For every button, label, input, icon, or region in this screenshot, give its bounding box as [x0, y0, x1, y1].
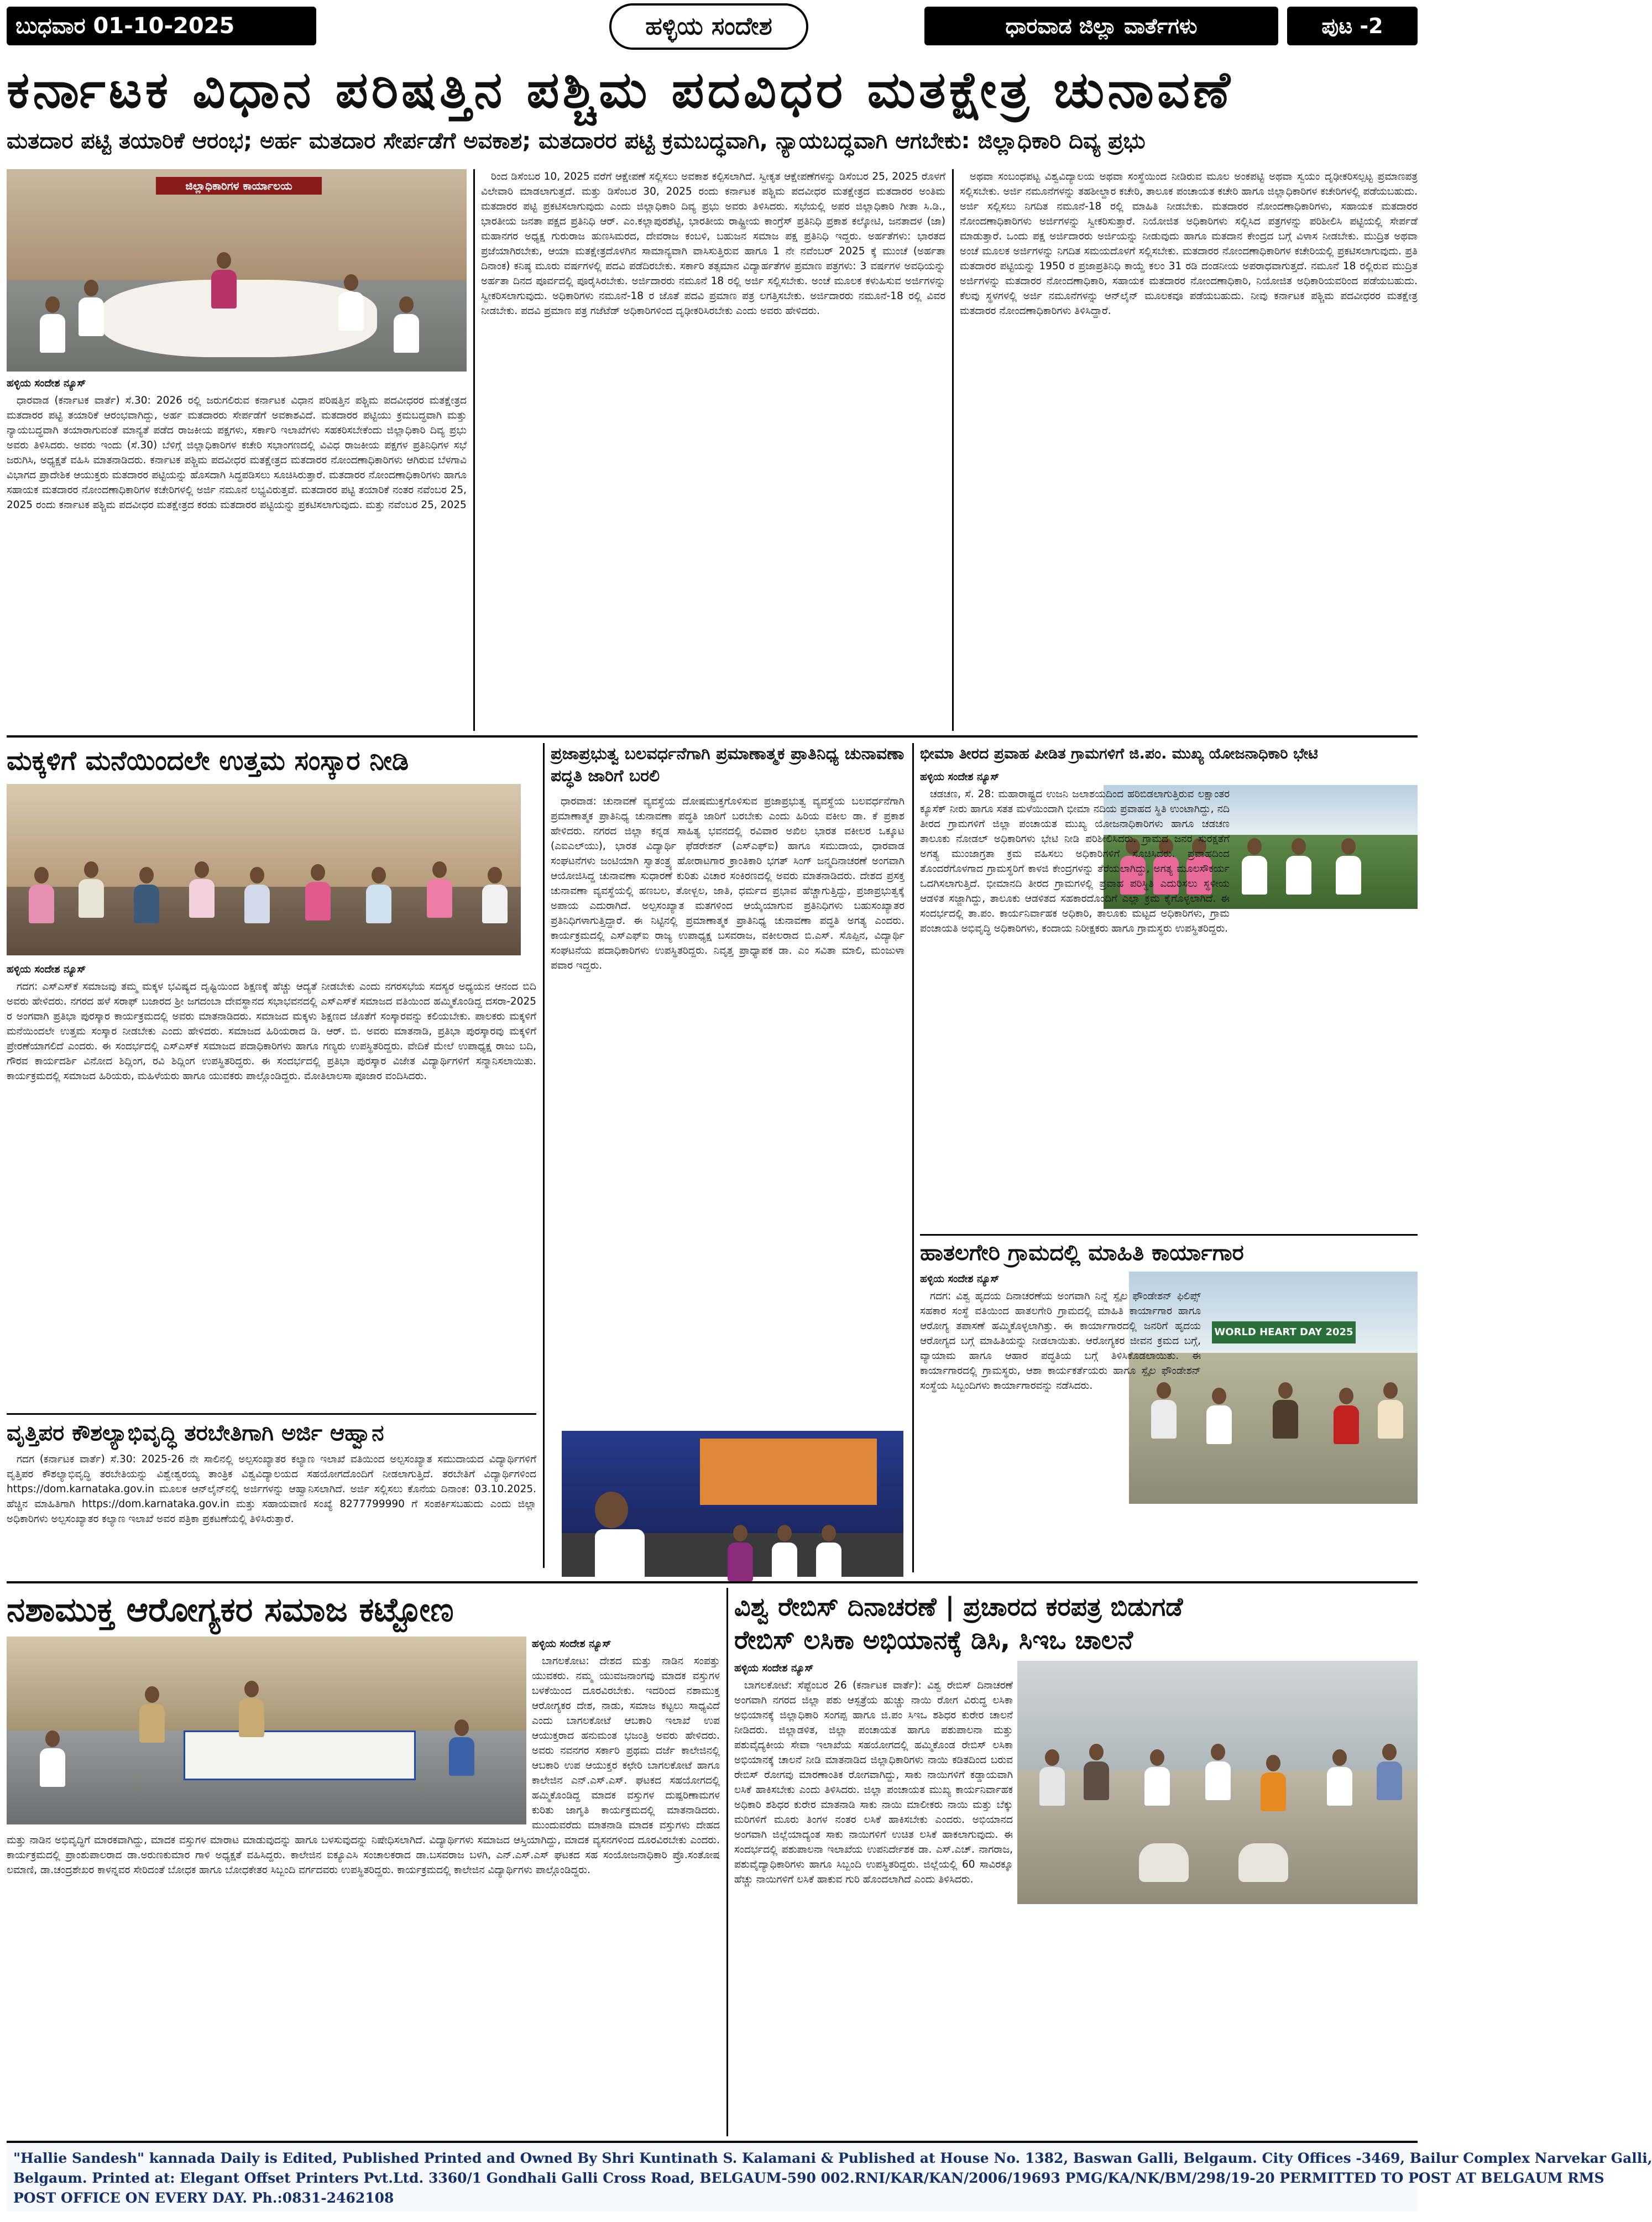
- samskara-headline: ಮಕ್ಕಳಿಗೆ ಮನೆಯಿಂದಲೇ ಉತ್ತಮ ಸಂಸ್ಕಾರ ನೀಡಿ: [7, 745, 409, 776]
- prajaprabhutva-photo-speaker: [562, 1431, 903, 1577]
- panel-person: [772, 1525, 797, 1581]
- column-rule: [952, 169, 954, 731]
- masthead: [7, 3, 1418, 50]
- issue-date: ಬುಧವಾರ 01-10-2025: [7, 7, 316, 45]
- section-rule: [7, 1581, 1418, 1583]
- samskara-byline: ಹಳ್ಳಿಯ ಸಂದೇಶ ನ್ಯೂಸ್: [7, 964, 86, 975]
- rabies-headline: ವಿಶ್ವ ರೇಬಿಸ್ ದಿನಾಚರಣೆ | ಪ್ರಚಾರದ ಕರಪತ್ರ ಬಿಡುಗಡೆ: [734, 1592, 1183, 1622]
- prajaprabhutva-body: [551, 794, 905, 1420]
- section-title: ಧಾರವಾಡ ಜಿಲ್ಲಾ ವಾರ್ತೆಗಳು: [924, 7, 1278, 45]
- imprint-line-3: POST OFFICE ON EVERY DAY. Ph.:0831-2462108: [13, 2190, 394, 2206]
- rabies-body: [734, 1661, 1418, 2136]
- rabies-text: ಬಾಗಲಕೋಟೆ: ಸೆಪ್ಟೆಂಬರ 26 (ಕರ್ನಾಟಕ ವಾರ್ತೆ): ವಿಶ್ವ ರೇಬಿಸ್ ದಿನಾಚರಣೆ ಅಂಗವಾಗಿ ನಗರದ ಜಿಲ್ಲಾ ಪಶು ಆಸ್ಪತ್ರೆಯ ಹುಚ್ಚು ನಾಯಿ ರೋಗ ವಿರುದ್ಧ ಲಸಿಕಾ ಅಭಿಯಾನಕ್ಕೆ ಜಿಲ್ಲಾಧಿಕಾರಿ ಸಂಗಪ್ಪ ಹಾಗೂ ಜಿ.ಪಂ ಸಿಇಒ ಶಶಿಧರ ಕುರೇರ ಚಾಲನೆ ನೀಡಿದರು. ಜಿಲ್ಲಾಡಳಿತ, ಜಿಲ್ಲಾ ಪಂಚಾಯತ ಹಾಗೂ ಪಶುಪಾಲನಾ ಮತ್ತು ಪಶುವೈದ್ಯಕೀಯ ಸೇವಾ ಇಲಾಖೆಯ ಸಹಯೋಗದಲ್ಲಿ ಹಮ್ಮಿಕೊಂಡ ರೇಬಿಸ್ ಲಸಿಕಾ ಅಭಿಯಾನಕ್ಕೆ ಚಾಲನೆ ನೀಡಿ ಮಾತನಾಡಿದ ಜಿಲ್ಲಾಧಿಕಾರಿಗಳು ನಾಯಿ ಕಡಿತದಿಂದ ಬರುವ ರೇಬಿಸ್ ರೋಗವು ಮಾರಣಾಂತಿಕ ರೋಗವಾಗಿದ್ದು, ಸಾಕು ನಾಯಿಗಳಿಗೆ ಕಡ್ಡಾಯವಾಗಿ ಲಸಿಕೆ ಹಾಕಿಸಬೇಕು ಎಂದು ತಿಳಿಸಿದರು. ಜಿಲ್ಲಾ ಪಂಚಾಯತ ಮುಖ್ಯ ಕಾರ್ಯನಿರ್ವಾಹಕ ಅಧಿಕಾರಿ ಶಶಿಧರ ಕುರೇರ ಮಾತನಾಡಿ ಸಾಕು ನಾಯಿ ಮಾಲೀಕರು ನಾಯಿ ಮತ್ತು ಬೆಕ್ಕು ಮರಿಗಳಿಗೆ ಮೂರು ತಿಂಗಳ ನಂತರ ಲಸಿಕೆ ಹಾಕಿಸಬೇಕು ಎಂದರು. ಅಭಿಯಾನದ ಅಂಗವಾಗಿ ಜಿಲ್ಲೆಯಾದ್ಯಂತ ಸಾಕು ನಾಯಿಗಳಿಗೆ ಉಚಿತ ಲಸಿಕೆ ಹಾಕಲಾಗುವುದು. ಈ ಸಂದರ್ಭದಲ್ಲಿ ಪಶುಪಾಲನಾ ಇಲಾಖೆಯ ಉಪನಿರ್ದೇಶಕ ಡಾ. ಎಸ್.ಎಚ್. ನಾಗರಾಜ, ಪಶುವೈದ್ಯಾಧಿಕಾರಿಗಳು ಹಾಗೂ ಸಿಬ್ಬಂದಿ ಉಪಸ್ಥಿತರಿದ್ದರು. ಜಿಲ್ಲೆಯಲ್ಲಿ 60 ಸಾವಿರಕ್ಕೂ ಹೆಚ್ಚು ನಾಯಿಗಳಿಗೆ ಲಸಿಕೆ ಹಾಕುವ ಗುರಿ ಹೊಂದಲಾಗಿದೆ ಎಂದು ತಿಳಿಸಿದರು.: [734, 1680, 1013, 1885]
- group-person: [134, 867, 159, 923]
- nasha-byline: ಹಳ್ಳಿಯ ಸಂದೇಶ ನ್ಯೂಸ್: [532, 1638, 611, 1650]
- group-person: [366, 867, 391, 923]
- lead-column-3: [960, 169, 1418, 731]
- imprint-line-2: Belgaum. Printed at: Elegant Offset Printers Pvt.Ltd. 3360/1 Gondhali Galli Cross Road, BELGAUM-590 002.RNI/KAR/KAN/2006/19693 PMG/KA/NK/BM/298/19-20 PERMITTED TO POST AT BELGAUM RMS: [13, 2170, 1604, 2186]
- imprint-footer: [7, 2141, 1652, 2211]
- nasha-headline: ನಶಾಮುಕ್ತ ಆರೋಗ್ಯಕರ ಸಮಾಜ ಕಟ್ಟೋಣ: [7, 1591, 454, 1629]
- group-person: [29, 867, 54, 923]
- lead-headline: ಕರ್ನಾಟಕ ವಿಧಾನ ಪರಿಷತ್ತಿನ ಪಶ್ಚಿಮ ಪದವಿಧರ ಮತಕ್ಷೇತ್ರ ಚುನಾವಣೆ: [7, 60, 1233, 119]
- column-rule: [473, 169, 475, 731]
- official-person: [79, 280, 104, 336]
- hatalageri-headline: ಹಾತಲಗೇರಿ ಗ್ರಾಮದಲ್ಲಿ ಮಾಹಿತಿ ಕಾರ್ಯಾಗಾರ: [920, 1240, 1244, 1266]
- group-person: [244, 867, 270, 923]
- lead-body-1: ಧಾರವಾಡ (ಕರ್ನಾಟಕ ವಾರ್ತೆ) ಸೆ.30: 2026 ರಲ್ಲಿ ಜರುಗಲಿರುವ ಕರ್ನಾಟಕ ವಿಧಾನ ಪರಿಷತ್ತಿನ ಪಶ್ಚಿಮ ಪದವೀಧರರ ಮತಕ್ಷೇತ್ರದ ಮತದಾರರ ಪಟ್ಟಿ ತಯಾರಿಕೆ ಆರಂಭವಾಗಿದ್ದು, ಅರ್ಹ ಮತದಾರರು ಸೇರ್ಪಡೆಗೆ ಅವಕಾಶವಿದೆ. ಮತದಾರರ ಪಟ್ಟಿಯು ಕ್ರಮಬದ್ಧವಾಗಿ ಮತ್ತು ನ್ಯಾಯಬದ್ಧವಾಗಿ ತಯಾರಾಗುವಂತೆ ಮಾನ್ಯತೆ ಪಡೆದ ರಾಜಕೀಯ ಪಕ್ಷಗಳು, ಸರ್ಕಾರಿ ಇಲಾಖೆಗಳು ಸಹಕರಿಸಬೇಕೆಂದು ಜಿಲ್ಲಾಧಿಕಾರಿ ದಿವ್ಯ ಪ್ರಭು ಅವರು ತಿಳಿಸಿದರು. ಅವರು ಇಂದು (ಸೆ.30) ಬೆಳಿಗ್ಗೆ ಜಿಲ್ಲಾಧಿಕಾರಿಗಳ ಕಚೇರಿ ಸಭಾಂಗಣದಲ್ಲಿ ವಿವಿಧ ರಾಜಕೀಯ ಪಕ್ಷಗಳ ಪ್ರತಿನಿಧಿಗಳ ಸಭೆ ಜರುಗಿಸಿ, ಅಧ್ಯಕ್ಷತೆ ವಹಿಸಿ ಮಾತನಾಡಿದರು. ಕರ್ನಾಟಕ ಪಶ್ಚಿಮ ಪದವೀಧರ ಮತಕ್ಷೇತ್ರದ ಮತದಾರರ ನೋಂದಣಾಧಿಕಾರಿಗಳು ಆಗಿರುವ ಬೆಳಗಾವಿ ವಿಭಾಗದ ಪ್ರಾದೇಶಿಕ ಆಯುಕ್ತರು ಮತದಾರರ ಪಟ್ಟಿಯನ್ನು ಹೊಸದಾಗಿ ಸಿದ್ಧಪಡಿಸಲು ಸೂಚಿಸಿರುತ್ತಾರೆ. ಮತದಾರರ ನೋಂದಣಾಧಿಕಾರಿಗಳು ಹಾಗೂ ಸಹಾಯಕ ಮತದಾರರ ನೋಂದಣಾಧಿಕಾರಿಗಳ ಕಚೇರಿಗಳಲ್ಲಿ ಅರ್ಜಿ ನಮೂನೆ ಲಭ್ಯವಿರುತ್ತವೆ. ಮತದಾರರ ಪಟ್ಟಿ ತಯಾರಿಕೆ ನಂತರ ನವೆಂಬರ 25, 2025 ರಂದು ಕರ್ನಾಟಕ ಪಶ್ಚಿಮ ಪದವೀಧರ ಮತಕ್ಷೇತ್ರದ ಕರಡು ಮತದಾರರ ಪಟ್ಟಿಯನ್ನು ಪ್ರಕಟಿಸಲಾಗುವುದು. ಮತ್ತು ನವೆಂಬರ 25, 2025: [7, 395, 467, 511]
- section-rule: [7, 1413, 536, 1415]
- bheema-headline: ಭೀಮಾ ತೀರದ ಪ್ರವಾಹ ಪೀಡಿತ ಗ್ರಾಮಗಳಿಗೆ ಜಿ.ಪಂ. ಮುಖ್ಯ ಯೋಜನಾಧಿಕಾರಿ ಭೇಟಿ: [920, 745, 1318, 762]
- column-rule: [726, 1588, 728, 2136]
- bheema-text: ಚಡಚಣ, ಸೆ. 28: ಮಹಾರಾಷ್ಟ್ರದ ಉಜನಿ ಜಲಾಶಯದಿಂದ ಹರಿಬಿಡಲಾಗುತ್ತಿರುವ ಲಕ್ಷಾಂತರ ಕ್ಯೂಸೆಕ್ ನೀರು ಹಾಗೂ ಸತತ ಮಳೆಯಿಂದಾಗಿ ಭೀಮಾ ನದಿಯ ಪ್ರವಾಹದ ಸ್ಥಿತಿ ಉಂಟಾಗಿದ್ದು, ನದಿ ತೀರದ ಗ್ರಾಮಗಳಿಗೆ ಜಿಲ್ಲಾ ಪಂಚಾಯತ ಮುಖ್ಯ ಯೋಜನಾಧಿಕಾರಿಗಳು ಹಾಗೂ ಚಡಚಣ ತಾಲೂಕು ನೋಡಲ್ ಅಧಿಕಾರಿಗಳು ಭೇಟಿ ನೀಡಿ ಪರಿಶೀಲಿಸಿದರು. ಗ್ರಾಮದ ಜನರ ಸುರಕ್ಷತೆಗೆ ಅಗತ್ಯ ಮುಂಜಾಗ್ರತಾ ಕ್ರಮ ವಹಿಸಲು ಅಧಿಕಾರಿಗಳಿಗೆ ಸೂಚಿಸಿದರು. ಪ್ರವಾಹದಿಂದ ತೊಂದರೆಗೊಳಗಾದ ಗ್ರಾಮಸ್ಥರಿಗೆ ಕಾಳಜಿ ಕೇಂದ್ರಗಳನ್ನು ತೆರೆಯಲಾಗಿದ್ದು, ಅಗತ್ಯ ಮೂಲಸೌಕರ್ಯ ಒದಗಿಸಲಾಗುತ್ತಿದೆ. ಭೀಮಾನದಿ ತೀರದ ಗ್ರಾಮಗಳಲ್ಲಿ ಪ್ರವಾಹ ಪರಿಸ್ಥಿತಿ ಎದುರಿಸಲು ಸ್ಥಳೀಯ ಆಡಳಿತ ಸಜ್ಜಾಗಿದ್ದು, ತಾಲೂಕು ಆಡಳಿತದ ಸಹಕಾರದೊಂದಿಗೆ ಎಲ್ಲಾ ಕ್ರಮ ಕೈಗೊಳ್ಳಲಾಗಿದೆ. ಈ ಸಂದರ್ಭದಲ್ಲಿ ತಾ.ಪಂ. ಕಾರ್ಯನಿರ್ವಾಹಕ ಅಧಿಕಾರಿ, ತಾಲೂಕು ಮಟ್ಟದ ಅಧಿಕಾರಿಗಳು, ಗ್ರಾಮ ಪಂಚಾಯತಿ ಅಭಿವೃದ್ಧಿ ಅಧಿಕಾರಿಗಳು, ಕಂದಾಯ ನಿರೀಕ್ಷಕರು ಹಾಗೂ ಗ್ರಾಮಸ್ಥರು ಉಪಸ್ಥಿತರಿದ್ದರು.: [920, 788, 1230, 934]
- speaker-person: [595, 1492, 620, 1596]
- skill-headline: ವೃತ್ತಿಪರ ಕೌಶಲ್ಯಾಭಿವೃದ್ಧಿ ತರಬೇತಿಗಾಗಿ ಅರ್ಜಿ ಆಹ್ವಾನ: [7, 1420, 384, 1446]
- samskara-photo-group: [7, 784, 521, 955]
- event-banner: [700, 1439, 877, 1505]
- lead-column-2: [481, 169, 945, 731]
- panel-person: [728, 1525, 753, 1581]
- photo-office-banner: ಜಿಲ್ಲಾಧಿಕಾರಿಗಳ ಕಾರ್ಯಾಲಯ: [156, 177, 322, 195]
- lead-body-3: ಅಥವಾ ಸಂಬಂಧಪಟ್ಟ ವಿಶ್ವವಿದ್ಯಾಲಯ ಅಥವಾ ಸಂಸ್ಥೆಯಿಂದ ನೀಡಿರುವ ಮೂಲ ಅಂಕಪಟ್ಟಿ ಅಥವಾ ಸ್ವಯಂ ದೃಢೀಕರಿಸಲ್ಪಟ್ಟ ಪ್ರಮಾಣಪತ್ರ ಸಲ್ಲಿಸಬೇಕು. ಅರ್ಜಿ ನಮೂನೆಗಳನ್ನು ತಹಶೀಲ್ದಾರ ಕಚೇರಿ, ತಾಲೂಕ ಪಂಚಾಯತ ಕಚೇರಿ ಹಾಗೂ ಜಿಲ್ಲಾಧಿಕಾರಿಗಳ ಕಚೇರಿಗಳಲ್ಲಿ ಪಡೆಯಬಹುದು. ಅರ್ಜಿ ಸಲ್ಲಿಸಲು ನಿಗದಿತ ನಮೂನೆ-18 ರಲ್ಲಿ ಮಾಹಿತಿ ನೀಡಬೇಕು. ಮತದಾರರ ನೋಂದಣಾಧಿಕಾರಿಗಳು, ಸಹಾಯಕ ಮತದಾರರ ನೋಂದಣಾಧಿಕಾರಿಗಳು ಅರ್ಜಿಗಳನ್ನು ಸ್ವೀಕರಿಸುತ್ತಾರೆ. ನಿಯೋಜಿತ ಅಧಿಕಾರಿಗಳು ಸಲ್ಲಿಸಿದ ಪತ್ರಗಳನ್ನು ಪರಿಶೀಲಿಸಿ ಪಟ್ಟಿಯಲ್ಲಿ ಸೇರ್ಪಡೆ ಮಾಡುತ್ತಾರೆ. ಒಂದು ಪಕ್ಷ ಅರ್ಜಿದಾರರು ಅರ್ಜಿಯನ್ನು ನೀಡುವುದು ಹಾಗೂ ಮತದಾನ ಕೇಂದ್ರದ ಬಗ್ಗೆ ವಿಳಾಸ ನೀಡಬೇಕು. ಮುದ್ರಿತ ಅಥವಾ ಅಂಚೆ ಮೂಲಕ ಅರ್ಜಿಗಳನ್ನು ನಿಗದಿತ ಸಮಯದೊಳಗೆ ಸಲ್ಲಿಸಬೇಕು. ಮತದಾರರ ನೋಂದಣಾಧಿಕಾರಿಗಳ ಕಚೇರಿಯಲ್ಲಿ ಪ್ರಕಟಿಸಲಾಗುವುದು. ಪ್ರತಿ ಮತದಾರರ ಪಟ್ಟಿಯನ್ನು 1950 ರ ಪ್ರಜಾಪ್ರತಿನಿಧಿ ಕಾಯ್ದೆ ಕಲಂ 31 ರಡಿ ದಂಡನೀಯ ಅಪರಾಧವಾಗುತ್ತದೆ. ನಮೂನೆ 18 ರಲ್ಲಿರುವ ಮುದ್ರಿತ ಅರ್ಜಿಗಳನ್ನು ಮತದಾರರ ನೋಂದಣಾಧಿಕಾರಿ, ಸಹಾಯಕ ಮತದಾರರ ನೋಂದಣಾಧಿಕಾರಿ, ನಿಯೋಜಿತ ಅಧಿಕಾರಿಯವರಿಂದ ಪಡೆಯಬಹುದು. ಕೆಲವು ಸ್ಥಳಗಳಲ್ಲಿ ಅರ್ಜಿ ನಮೂನೆಗಳನ್ನು ಆನ್‌ಲೈನ್ ಮೂಲಕವೂ ಪಡೆಯಬಹುದು. ನೀವು ಕರ್ನಾಟಕ ಪಶ್ಚಿಮ ಪದವೀಧರರ ಮತಕ್ಷೇತ್ರ ಮತದಾರರ ನೋಂದಣಾಧಿಕಾರಿಗಳು ತಿಳಿಸಿದ್ದಾರೆ.: [960, 171, 1418, 317]
- section-rule: [7, 735, 1418, 738]
- conference-table: [101, 280, 377, 357]
- world-heart-day-banner: WORLD HEART DAY 2025: [1212, 1321, 1356, 1343]
- rabies-subheadline: ರೇಬಿಸ್ ಲಸಿಕಾ ಅಭಿಯಾನಕ್ಕೆ ಡಿಸಿ, ಸಿಇಒ ಚಾಲನೆ: [734, 1625, 1133, 1655]
- section-rule: [920, 1234, 1418, 1236]
- group-person: [79, 861, 104, 918]
- newspaper-logo: ಹಳ್ಳಿಯ ಸಂದೇಶ: [609, 3, 808, 50]
- group-person: [305, 864, 331, 921]
- official-person: [338, 274, 364, 331]
- official-person: [394, 296, 419, 353]
- bheema-byline: ಹಳ್ಳಿಯ ಸಂದೇಶ ನ್ಯೂಸ್: [920, 771, 1000, 783]
- lead-body-2: ರಿಂದ ಡಿಸೆಂಬರ 10, 2025 ವರೆಗೆ ಆಕ್ಷೇಪಣೆ ಸಲ್ಲಿಸಲು ಅವಕಾಶ ಕಲ್ಪಿಸಲಾಗಿದೆ. ಸ್ವೀಕೃತ ಆಕ್ಷೇಪಣೆಗಳನ್ನು ಡಿಸೆಂಬರ 25, 2025 ರೊಳಗೆ ವಿಲೇವಾರಿ ಮಾಡಲಾಗುತ್ತದೆ. ಮತ್ತು ಡಿಸೆಂಬರ 30, 2025 ರಂದು ಕರ್ನಾಟಕ ಪಶ್ಚಿಮ ಪದವೀಧರ ಮತಕ್ಷೇತ್ರದ ಮತದಾರರ ಅಂತಿಮ ಮತದಾರರ ಪಟ್ಟಿ ಪ್ರಕಟಿಸಲಾಗುವುದು ಎಂದು ಜಿಲ್ಲಾಧಿಕಾರಿ ದಿವ್ಯ ಪ್ರಭು ಅವರು ತಿಳಿಸಿದರು. ಸಭೆಯಲ್ಲಿ ಅಪರ ಜಿಲ್ಲಾಧಿಕಾರಿ ಗೀತಾ ಸಿ.ಡಿ., ಭಾರತೀಯ ಜನತಾ ಪಕ್ಷದ ಪ್ರತಿನಿಧಿ ಆರ್. ಎಂ.ಕಲ್ಲಾಪುರಶೆಟ್ಟಿ, ಭಾರತೀಯ ರಾಷ್ಟ್ರೀಯ ಕಾಂಗ್ರೆಸ್ ಪ್ರತಿನಿಧಿ ಪ್ರಕಾಶ ಕಲ್ಕೋಟಿ, ಜನತಾದಳ (ಜಾ) ಮಹಾನಗರ ಅಧ್ಯಕ್ಷ ಗುರುರಾಜ ಹುಣಸಿಮರದ, ದೇವರಾಜ ಕಂಬಳಿ, ಬಹುಜನ ಸಮಾಜ ಪಕ್ಷ ಪ್ರತಿನಿಧಿ ಇದ್ದರು. ಅರ್ಹತೆಗಳು: ಭಾರತದ ಪ್ರಜೆಯಾಗಿರಬೇಕು, ಆಯಾ ಮತಕ್ಷೇತ್ರದೊಳಗಿನ ಸಾಮಾನ್ಯವಾಗಿ ವಾಸಿಸುತ್ತಿರುವ ಹಾಗೂ 1 ನೇ ನವೆಂಬರ್ 2025 ಕ್ಕೆ ಮುಂಚೆ (ಅರ್ಹತಾ ದಿನಾಂಕ) ಕನಿಷ್ಠ ಮೂರು ವರ್ಷಗಳಲ್ಲಿ ಪದವಿ ಪಡೆದಿರಬೇಕು. ಸರ್ಕಾರಿ ತತ್ಸಮಾನ ವಿದ್ಯಾರ್ಹತೆಗಳ ಪ್ರಮಾಣ ಪತ್ರಗಳು: 3 ವರ್ಷಗಳ ಅವಧಿಯನ್ನು ಅರ್ಹತಾ ದಿನದ ಪೂರ್ವದಲ್ಲಿ ಪೂರೈಸಿರಬೇಕು. ಅರ್ಜಿದಾರರು ನಮೂನೆ 18 ರಲ್ಲಿ ಅರ್ಜಿ ಸಲ್ಲಿಸಬೇಕು. ಅಂಚೆ ಮೂಲಕ ಕಳುಹಿಸುವ ಅರ್ಜಿಗಳನ್ನು ಸ್ವೀಕರಿಸಲಾಗುವುದು. ಅಧಿಕಾರಿಗಳು ನಮೂನೆ-18 ರ ಜೊತೆ ಪದವಿ ಪ್ರಮಾಣ ಪತ್ರ ಲಗತ್ತಿಸಬೇಕು. ಅರ್ಜಿದಾರರು ನಮೂನೆ-18 ರಲ್ಲಿ ವಿವರ ನೀಡಬೇಕು. ಪದವಿ ಪ್ರಮಾಣ ಪತ್ರ ಗಜೆಟೆಡ್ ಅಧಿಕಾರಿಗಳಿಂದ ದೃಢೀಕರಿಸಿರಬೇಕು ಎಂದು ಅವರು ಹೇಳಿದರು.: [481, 171, 945, 317]
- column-rule: [912, 743, 914, 1572]
- group-person: [427, 861, 452, 918]
- skill-text: ಗದಗ (ಕರ್ನಾಟಕ ವಾರ್ತೆ) ಸೆ.30: 2025-26 ನೇ ಸಾಲಿನಲ್ಲಿ ಅಲ್ಪಸಂಖ್ಯಾತರ ಕಲ್ಯಾಣ ಇಲಾಖೆ ವತಿಯಿಂದ ಅಲ್ಪಸಂಖ್ಯಾತ ಸಮುದಾಯದ ವಿದ್ಯಾರ್ಥಿಗಳಿಗೆ ವೃತ್ತಿಪರ ಕೌಶಲ್ಯಾಭಿವೃದ್ಧಿ ತರಬೇತಿಯನ್ನು ವಿಶ್ವೇಶ್ವರಯ್ಯ ತಾಂತ್ರಿಕ ವಿಶ್ವವಿದ್ಯಾಲಯದ ಸಹಯೋಗದೊಂದಿಗೆ ನೀಡಲಾಗುತ್ತಿದೆ. ತರಬೇತಿಗೆ ವಿದ್ಯಾರ್ಥಿಗಳಿಂದ https://dom.karnataka.gov.in ಮೂಲಕ ಆನ್‌ಲೈನ್‌ನಲ್ಲಿ ಅರ್ಜಿಗಳನ್ನು ಆಹ್ವಾನಿಸಲಾಗಿದೆ. ಅರ್ಜಿ ಸಲ್ಲಿಸಲು ಕೊನೆಯ ದಿನಾಂಕ: 03.10.2025. ಹೆಚ್ಚಿನ ಮಾಹಿತಿಗಾಗಿ https://dom.karnataka.gov.in ಮತ್ತು ಸಹಾಯವಾಣಿ ಸಂಖ್ಯೆ 8277799990 ಗೆ ಸಂಪರ್ಕಿಸಬಹುದು ಎಂದು ಜಿಲ್ಲಾ ಅಧಿಕಾರಿಗಳು ಅಲ್ಪಸಂಖ್ಯಾತರ ಕಲ್ಯಾಣ ಇಲಾಖೆ ಅವರ ಪತ್ರಿಕಾ ಪ್ರಕಟಣೆಯಲ್ಲಿ ತಿಳಿಸಿರುತ್ತಾರೆ.: [7, 1454, 536, 1525]
- group-person: [189, 861, 215, 918]
- lead-photo-meeting: [7, 169, 467, 372]
- prajaprabhutva-text: ಧಾರವಾಡ: ಚುನಾವಣೆ ವ್ಯವಸ್ಥೆಯ ದೋಷಮುಕ್ತಗೊಳಿಸುವ ಪ್ರಜಾಪ್ರಭುತ್ವ ವ್ಯವಸ್ಥೆಯ ಬಲವರ್ಧನೆಗಾಗಿ ಪ್ರಮಾಣಾತ್ಮಕ ಪ್ರಾತಿನಿಧ್ಯ ಚುನಾವಣಾ ಪದ್ಧತಿ ಜಾರಿಗೆ ಬರಬೇಕು ಎಂದು ಹಿರಿಯ ವಕೀಲ ಡಾ. ಕೆ ಪ್ರಕಾಶ ಹೇಳಿದರು. ನಗರದ ಜಿಲ್ಲಾ ಕನ್ನಡ ಸಾಹಿತ್ಯ ಭವನದಲ್ಲಿ ರವಿವಾರ ಅಖಿಲ ಭಾರತ ವಕೀಲರ ಒಕ್ಕೂಟ (ಎಐಎಲ್‌ಯು), ಭಾರತ ವಿದ್ಯಾರ್ಥಿ ಫೆಡರೇಶನ್ (ಎಸ್‌ಎಫ್‌ಐ) ಹಾಗೂ ಸಮುದಾಯ, ಧಾರವಾಡ ಸಂಘಟನೆಗಳು ಜಂಟಿಯಾಗಿ ಸ್ವಾತಂತ್ರ್ಯ ಹೋರಾಟಗಾರ ಕ್ರಾಂತಿಕಾರಿ ಭಗತ್ ಸಿಂಗ್ ಜನ್ಮದಿನಾಚರಣೆ ಅಂಗವಾಗಿ ಆಯೋಜಿಸಿದ್ದ ಚುನಾವಣಾ ಸುಧಾರಣೆ ಕುರಿತು ವಿಚಾರ ಸಂಕಿರಣದಲ್ಲಿ ಅವರು ಮಾತನಾಡಿದರು. ದೇಶದ ಪ್ರಸಕ್ತ ಚುನಾವಣಾ ವ್ಯವಸ್ಥೆಯಲ್ಲಿ ಹಣಬಲ, ತೋಳ್ಬಲ, ಜಾತಿ, ಧರ್ಮದ ಪ್ರಭಾವ ಹೆಚ್ಚಾಗುತ್ತಿದ್ದು, ಪ್ರಜಾಪ್ರಭುತ್ವಕ್ಕೆ ಅಪಾಯ ಎದುರಾಗಿದೆ. ಅಲ್ಪಸಂಖ್ಯಾತ ಮತಗಳಿಂದ ಆಯ್ಕೆಯಾಗುವ ಪ್ರತಿನಿಧಿಗಳು ಬಹುಸಂಖ್ಯಾತರ ಪ್ರತಿನಿಧಿಗಳಾಗುತ್ತಿದ್ದಾರೆ. ಈ ನಿಟ್ಟಿನಲ್ಲಿ ಪ್ರಮಾಣಾತ್ಮಕ ಪ್ರಾತಿನಿಧ್ಯ ಚುನಾವಣಾ ಪದ್ಧತಿ ಅಗತ್ಯ ಎಂದರು. ಕಾರ್ಯಕ್ರಮದಲ್ಲಿ ಎಸ್‌ಎಫ್‌ಐ ರಾಜ್ಯ ಉಪಾಧ್ಯಕ್ಷ ಬಸವರಾಜ, ವಕೀಲರಾದ ಬಿ.ಎಸ್. ಸೊಪ್ಪಿನ, ವಿದ್ಯಾರ್ಥಿ ಸಂಘಟನೆಯ ಪದಾಧಿಕಾರಿಗಳು ಉಪಸ್ಥಿತರಿದ್ದರು. ನಿವೃತ್ತ ಪ್ರಾಧ್ಯಾಪಕ ಡಾ. ಎಂ ಸವಿತಾ ಮಾಲಿ, ಮಂಜುಳಾ ಪವಾರ ಇದ್ದರು.: [551, 796, 905, 971]
- bheema-body: [920, 770, 1418, 1228]
- nasha-text: ಬಾಗಲಕೋಟ: ದೇಶದ ಮತ್ತು ನಾಡಿನ ಸಂಪತ್ತು ಯುವಕರು. ನಮ್ಮ ಯುವಜನಾಂಗವು ಮಾದಕ ವಸ್ತುಗಳ ಬಳಕೆಯಿಂದ ದೂರವಿರಬೇಕು. ಇದರಿಂದ ನಶಾಮುಕ್ತ ಆರೋಗ್ಯಕರ ದೇಶ, ನಾಡು, ಸಮಾಜ ಕಟ್ಟಲು ಸಾಧ್ಯವಿದೆ ಎಂದು ಬಾಗಲಕೋಟೆ ಆಬಕಾರಿ ಇಲಾಖೆ ಉಪ ಆಯುಕ್ತರಾದ ಹನುಮಂತ ಭಜಂತ್ರಿ ಅವರು ಹೇಳಿದರು. ಅವರು ನವನಗರ ಸರ್ಕಾರಿ ಪ್ರಥಮ ದರ್ಜೆ ಕಾಲೇಜಿನಲ್ಲಿ ಆಬಕಾರಿ ಉಪ ಆಯುಕ್ತರ ಕಛೇರಿ ಬಾಗಲಕೋಟೆ ಹಾಗೂ ಕಾಲೇಜಿನ ಎನ್.ಎಸ್.ಎಸ್. ಘಟಕದ ಸಹಯೋಗದಲ್ಲಿ ಹಮ್ಮಿಕೊಂಡಿದ್ದ ಮಾದಕ ವಸ್ತುಗಳ ದುಷ್ಪರಿಣಾಮಗಳ ಕುರಿತು ಜಾಗೃತಿ ಕಾರ್ಯಕ್ರಮದಲ್ಲಿ ಮಾತನಾಡಿದರು. ಮುಂದುವರೆದು ಮಾತನಾಡಿ ಮಾದಕ ವಸ್ತುಗಳು ದೇಹದ ಮತ್ತು ನಾಡಿನ ಅಭಿವೃದ್ಧಿಗೆ ಮಾರಕವಾಗಿದ್ದು, ಮಾದಕ ವಸ್ತುಗಳ ಮಾರಾಟ ಮಾಡುವುದನ್ನು ಹಾಗೂ ಬಳಸುವುದನ್ನು ನಿಷೇಧಿಸಲಾಗಿದೆ. ವಿದ್ಯಾರ್ಥಿಗಳು ಸಮಾಜದ ಆಸ್ತಿಯಾಗಿದ್ದು, ಮಾದಕ ವ್ಯಸನಗಳಿಂದ ದೂರವಿರಬೇಕು ಎಂದರು. ಕಾರ್ಯಕ್ರಮದಲ್ಲಿ ಪ್ರಾಂಶುಪಾಲರಾದ ಡಾ.ಅರುಣಕುಮಾರ ಗಾಳಿ ಅಧ್ಯಕ್ಷತೆ ವಹಿಸಿದ್ದರು. ಕಾಲೇಜಿನ ಐಕ್ಯೂಎಸಿ ಸಂಚಾಲಕರಾದ ಡಾ.ಬಸವರಾಜ ಬಳಗಿ, ಎನ್.ಎಸ್.ಎಸ್ ಘಟಕದ ಸಹ ಸಂಯೋಜನಾಧಿಕಾರಿ ಪ್ರೊ.ಸಂತೋಷ ಲಮಾಣಿ, ಡಾ.ಚಂದ್ರಶೇಖರ ಕಾಳನ್ನವರ ಸೇರಿದಂತೆ ಬೋಧಕ ಹಾಗೂ ಬೋಧಕೇತರ ಸಿಬ್ಬಂದಿ ವರ್ಗದವರು ಉಪಸ್ಥಿತರಿದ್ದರು. ಕಾರ್ಯಕ್ರಮದಲ್ಲಿ ಕಾಲೇಜಿನ ವಿದ್ಯಾರ್ಥಿಗಳು ಪಾಲ್ಗೊಂಡಿದ್ದರು.: [7, 1655, 720, 1876]
- hatalageri-byline: ಹಳ್ಳಿಯ ಸಂದೇಶ ನ್ಯೂಸ್: [920, 1273, 1000, 1285]
- samskara-text: ಗದಗ: ಎಸ್‌ಎಸ್‌ಕೆ ಸಮಾಜವು ತಮ್ಮ ಮಕ್ಕಳ ಭವಿಷ್ಯದ ದೃಷ್ಟಿಯಿಂದ ಶಿಕ್ಷಣಕ್ಕೆ ಹೆಚ್ಚು ಆದ್ಯತೆ ನೀಡಬೇಕು ಎಂದು ನಗರಸಭೆಯ ಸದಸ್ಯರ ಅಧ್ಯಯನ ಆನಂದ ಬಿದಿ ಅವರು ಹೇಳಿದರು. ನಗರದ ಹಳೆ ಸರಾಫ್ ಬಜಾರದ ಶ್ರೀ ಜಗದಂಬಾ ದೇವಸ್ಥಾನದ ಸಭಾಭವನದಲ್ಲಿ ಎಸ್‌ಎಸ್‌ಕೆ ಸಮಾಜದ ವತಿಯಿಂದ ಹಮ್ಮಿಕೊಂಡಿದ್ದ ದಸರಾ-2025 ರ ಅಂಗವಾಗಿ ಪ್ರತಿಭಾ ಪುರಸ್ಕಾರ ಕಾರ್ಯಕ್ರಮದಲ್ಲಿ ಅವರು ಮಾತನಾಡಿದರು. ಸಮಾಜದ ಮಕ್ಕಳು ಶಿಕ್ಷಣದ ಜೊತೆಗೆ ಸಂಸ್ಕಾರವನ್ನು ಕಲಿಯಬೇಕು. ಪಾಲಕರು ಮಕ್ಕಳಿಗೆ ಮನೆಯಿಂದಲೇ ಉತ್ತಮ ಸಂಸ್ಕಾರ ನೀಡಬೇಕು ಎಂದು ಹೇಳಿದರು. ಸಮಾಜದ ಹಿರಿಯರಾದ ಡಿ. ಆರ್. ಬಿ. ಅವರು ಮಾತನಾಡಿ, ಪ್ರತಿಭಾ ಪುರಸ್ಕಾರವು ಮಕ್ಕಳಿಗೆ ಪ್ರೇರಣೆಯಾಗಲಿದೆ ಎಂದರು. ಈ ಸಂದರ್ಭದಲ್ಲಿ ಎಸ್‌ಎಸ್‌ಕೆ ಸಮಾಜದ ಪದಾಧಿಕಾರಿಗಳು ಹಾಗೂ ಗಣ್ಯರು ಉಪಸ್ಥಿತರಿದ್ದರು. ವೇದಿಕೆ ಮೇಲೆ ಉಪಾಧ್ಯಕ್ಷ ರಾಜು ಬದಿ, ಗೌರವ ಕಾರ್ಯದರ್ಶಿ ವಿನೋದ ಶಿದ್ಲಿಂಗ, ರವಿ ಶಿದ್ಲಿಂಗ ಉಪಸ್ಥಿತರಿದ್ದರು. ಈ ಸಂದರ್ಭದಲ್ಲಿ ಪ್ರತಿಭಾ ಪುರಸ್ಕಾರ ವಿಜೇತ ವಿದ್ಯಾರ್ಥಿಗಳಿಗೆ ಸನ್ಮಾನಿಸಲಾಯಿತು. ಕಾರ್ಯಕ್ರಮದಲ್ಲಿ ಸಮಾಜದ ಹಿರಿಯರು, ಮಹಿಳೆಯರು ಹಾಗೂ ಯುವಕರು ಪಾಲ್ಗೊಂಡಿದ್ದರು. ಮೋತಿಲಾಲಸಾ ಪೂಜಾರ ವಂದಿಸಿದರು.: [7, 981, 536, 1082]
- lead-subheadline: ಮತದಾರ ಪಟ್ಟಿ ತಯಾರಿಕೆ ಆರಂಭ; ಅರ್ಹ ಮತದಾರ ಸೇರ್ಪಡೆಗೆ ಅವಕಾಶ; ಮತದಾರರ ಪಟ್ಟಿ ಕ್ರಮಬದ್ಧವಾಗಿ, ನ್ಯಾಯಬದ್ಧವಾಗಿ ಆಗಬೇಕು: ಜಿಲ್ಲಾಧಿಕಾರಿ ದಿವ್ಯ ಪ್ರಭು: [7, 128, 1146, 154]
- hatalageri-text: ಗದಗ: ವಿಶ್ವ ಹೃದಯ ದಿನಾಚರಣೆಯ ಅಂಗವಾಗಿ ನಿನ್ನೆ ಸ್ಪೈಲ ಫೌಂಡೇಶನ್ ಫಿಲಿಪ್ಸ್ ಸಹಕಾರ ಸಂಸ್ಥೆ ವತಿಯಿಂದ ಹಾತಲಗೇರಿ ಗ್ರಾಮದಲ್ಲಿ ಮಾಹಿತಿ ಕಾರ್ಯಾಗಾರ ಹಾಗೂ ಆರೋಗ್ಯ ತಪಾಸಣೆ ಹಮ್ಮಿಕೊಳ್ಳಲಾಗಿತ್ತು. ಈ ಕಾರ್ಯಾಗಾರದಲ್ಲಿ ಜನರಿಗೆ ಹೃದಯ ಆರೋಗ್ಯದ ಬಗ್ಗೆ ಮಾಹಿತಿಯನ್ನು ನೀಡಲಾಯಿತು. ಆರೋಗ್ಯಕರ ಜೀವನ ಕ್ರಮದ ಬಗ್ಗೆ, ವ್ಯಾಯಾಮ ಹಾಗೂ ಆಹಾರ ಪದ್ಧತಿಯ ಬಗ್ಗೆ ತಿಳಿಸಿಕೊಡಲಾಯಿತು. ಈ ಕಾರ್ಯಾಗಾರದಲ್ಲಿ ಗ್ರಾಮಸ್ಥರು, ಆಶಾ ಕಾರ್ಯಕರ್ತೆಯರು ಹಾಗೂ ಸ್ಪೈಲ ಫೌಂಡೇಶನ್ ಸಂಸ್ಥೆಯ ಸಿಬ್ಬಂದಿಗಳು ಕಾರ್ಯಾಗಾರವನ್ನು ನಡೆಸಿದರು.: [920, 1290, 1201, 1392]
- panel-person: [816, 1525, 841, 1581]
- hatalageri-body: [920, 1272, 1418, 1570]
- official-person: [40, 296, 65, 353]
- official-person: [211, 252, 237, 309]
- skill-body: [7, 1452, 536, 1568]
- samskara-body: [7, 962, 536, 1404]
- prajaprabhutva-headline: ಪ್ರಜಾಪ್ರಭುತ್ವ ಬಲವರ್ಧನೆಗಾಗಿ ಪ್ರಮಾಣಾತ್ಮಕ ಪ್ರಾತಿನಿಧ್ಯ ಚುನಾವಣಾ ಪದ್ಧತಿ ಜಾರಿಗೆ ಬರಲಿ: [551, 744, 905, 786]
- nasha-body: [7, 1637, 720, 2136]
- rabies-byline: ಹಳ್ಳಿಯ ಸಂದೇಶ ನ್ಯೂಸ್: [734, 1662, 814, 1674]
- lead-column-1: [7, 376, 467, 730]
- group-person: [482, 867, 508, 923]
- imprint-line-1: "Hallie Sandesh" kannada Daily is Edited, Published Printed and Owned By Shri Kuntinath S. Kalamani & Published at House No. 1382, Baswan Galli, Belgaum. City Offices -3469, Bailur Complex Narvekar Galli,: [13, 2150, 1652, 2166]
- page-number: ಪುಟ -2: [1287, 7, 1418, 45]
- column-rule: [543, 743, 545, 1568]
- lead-byline: ಹಳ್ಳಿಯ ಸಂದೇಶ ನ್ಯೂಸ್: [7, 378, 86, 389]
